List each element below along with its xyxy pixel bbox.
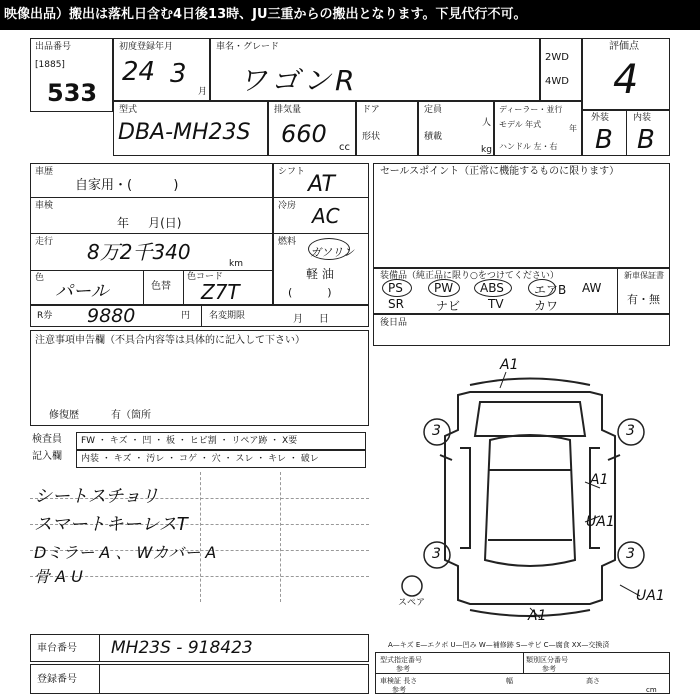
car-name-value: ワゴンR [239,64,359,97]
warranty-value: 有・無 [627,293,660,306]
car-outline [440,379,620,617]
chassis-label: 車台番号 [37,643,77,654]
year-unit: 年 [569,124,577,133]
equip-airbag: エアB [534,283,567,297]
fuel-paren: ( ) [288,286,332,299]
equip-tv: TV [488,297,504,311]
interior-label: 内装 [633,113,652,123]
person-unit: 人 [482,118,492,128]
inspector-label: 検査員 [32,434,62,445]
sales-point-label: セールスポイント（正常に機能するものに限ります） [380,166,620,177]
mark-front-right-3: 3 [626,423,635,439]
mark-front-a1: A1 [500,357,519,373]
drive-2wd: 2WD [545,52,569,63]
first-reg-year: 24 [122,57,156,87]
class-label: 類別区分番号 [526,656,568,664]
mileage-value: 8万2千340 [87,240,191,264]
class-note: 参考 [542,665,556,673]
entry-label: 記入欄 [32,451,62,462]
first-reg-label: 初度登録年月 [119,42,174,52]
spare-tire-icon [402,576,422,596]
lot-label: 出品番号 [35,42,72,52]
shape-label: 形状 [362,132,381,142]
equip-leather: カワ [534,299,559,313]
equipment-label: 装備品（純正品に限り○をつけてください） [380,271,559,281]
model-label: 型式 [119,105,138,115]
kg-unit: kg [481,145,492,155]
handle-label: ハンドル 左・右 [499,142,558,151]
ac-label: 冷房 [278,201,297,211]
equip-aw: AW [582,281,602,295]
load-label: 積載 [424,132,443,142]
model-value: DBA-MH23S [118,120,251,145]
name-change-label: 名変期限 [209,311,246,321]
grade-label: 評価点 [609,41,639,52]
displacement-value: 660 [281,120,327,148]
history-value: 自家用・( ) [75,178,179,193]
width-label: 幅 [506,677,513,685]
name-change-value: 月 日 [293,314,329,325]
recycle-value: 9880 [87,305,136,327]
shift-value: AT [308,172,335,197]
equip-pw: PW [434,281,454,295]
month-unit: 月 [198,87,208,97]
mark-rear-left-3: 3 [432,546,441,562]
shift-label: シフト [278,167,306,177]
auction-banner: 映像出品）搬出は落札日含む4日後13時、JU三重からの搬出となります。下見代行不可。 [0,0,700,30]
fuel-diesel: 軽 油 [306,267,334,281]
handwritten-note-3: Dミラー A 、 Wカバー A [34,543,217,562]
callout-lines [500,372,640,618]
chassis-divider [99,635,100,661]
history-label: 車歴 [35,167,54,177]
handwritten-note-4: 骨 A U [34,567,83,586]
lot-number: 533 [47,79,98,107]
spec-number-mid [523,653,524,673]
color-code-value: Z7T [201,280,240,304]
wheel-circles [424,419,644,568]
door-label: ドア [362,105,380,115]
chassis-value: MH23S - 918423 [111,638,253,658]
car-name-label: 車名・グレード [216,42,280,52]
registration-divider [99,665,100,693]
mark-side-a1: A1 [590,472,609,488]
handwritten-note-1: シートスチョリ [34,486,159,507]
inspection-value: 年 月(日) [117,216,182,230]
ac-value: AC [312,204,340,228]
equip-navi: ナビ [436,299,461,313]
notes-label: 注意事項申告欄（不具合内容等は具体的に記入して下さい） [35,335,305,346]
yen-unit: 円 [181,311,191,321]
int-row-text: 内装 ・ キズ ・ 汚レ ・ コゲ ・ 穴 ・ スレ ・ キレ ・ 破レ [81,454,319,464]
color-special-label: 色替 [151,281,171,292]
drive-4wd: 4WD [545,76,569,87]
handwritten-note-2: スマートキーレスT [34,514,188,535]
damage-legend: A—キズ E—エクボ U—凹み W—補修跡 S—サビ C—腐食 XX—交換済 [388,641,610,649]
color-value: パール [55,281,109,302]
repair-label: 修復歴 [49,410,79,421]
spec-number-row [376,673,669,674]
exterior-value: B [595,125,613,155]
mark-side-ua1: UA1 [586,514,615,530]
displacement-label: 排気量 [274,105,302,115]
height-label: 高さ [586,677,600,685]
interior-value: B [637,125,655,155]
ref-note: 参考 [392,686,406,694]
mark-rear-right-3: 3 [626,546,635,562]
equip-abs: ABS [480,281,504,295]
spec-number-box [375,652,670,694]
recycle-label: R券 [37,311,53,321]
model-number-label: 型式指定番号 [380,656,422,664]
rear-item-label: 後日品 [380,318,408,328]
model-year-label: モデル 年式 [499,120,542,129]
warranty-label: 新車保証書 [624,271,664,280]
mark-rear-a1: A1 [528,608,547,624]
equip-ps: PS [388,281,403,295]
mark-rear-ua1: UA1 [636,588,665,604]
cc-unit: cc [339,142,350,153]
spare-label: スペア [398,598,426,608]
repair-value: 有（箇所 [111,410,151,421]
color-code-label: 色コード [187,272,224,282]
cm-unit: cm [646,686,657,694]
equip-sr: SR [388,297,404,311]
capacity-label: 定員 [424,105,443,115]
mark-front-left-3: 3 [432,423,441,439]
km-unit: km [229,259,243,269]
lot-sub: [1885] [35,60,65,70]
registration-label: 登録番号 [37,674,77,685]
registration-box [30,664,369,694]
color-label: 色 [35,273,45,283]
fuel-value: ガソリン [310,246,354,259]
model-number-note: 参考 [396,665,410,673]
dealer-label: ディーラー・並行 [499,105,563,114]
grade-value: 4 [613,57,639,103]
inspection-label: 車検 [35,201,54,211]
fuel-label: 燃料 [278,237,297,247]
exterior-label: 外装 [591,113,610,123]
mileage-label: 走行 [35,237,54,247]
fw-row-text: FW ・ キズ ・ 凹 ・ 板 ・ ヒビ割 ・ リペア跡 ・ X要 [81,436,298,446]
chassis-box [30,634,369,662]
first-reg-month: 3 [170,59,187,89]
length-label: 車検証 長さ [380,677,418,685]
